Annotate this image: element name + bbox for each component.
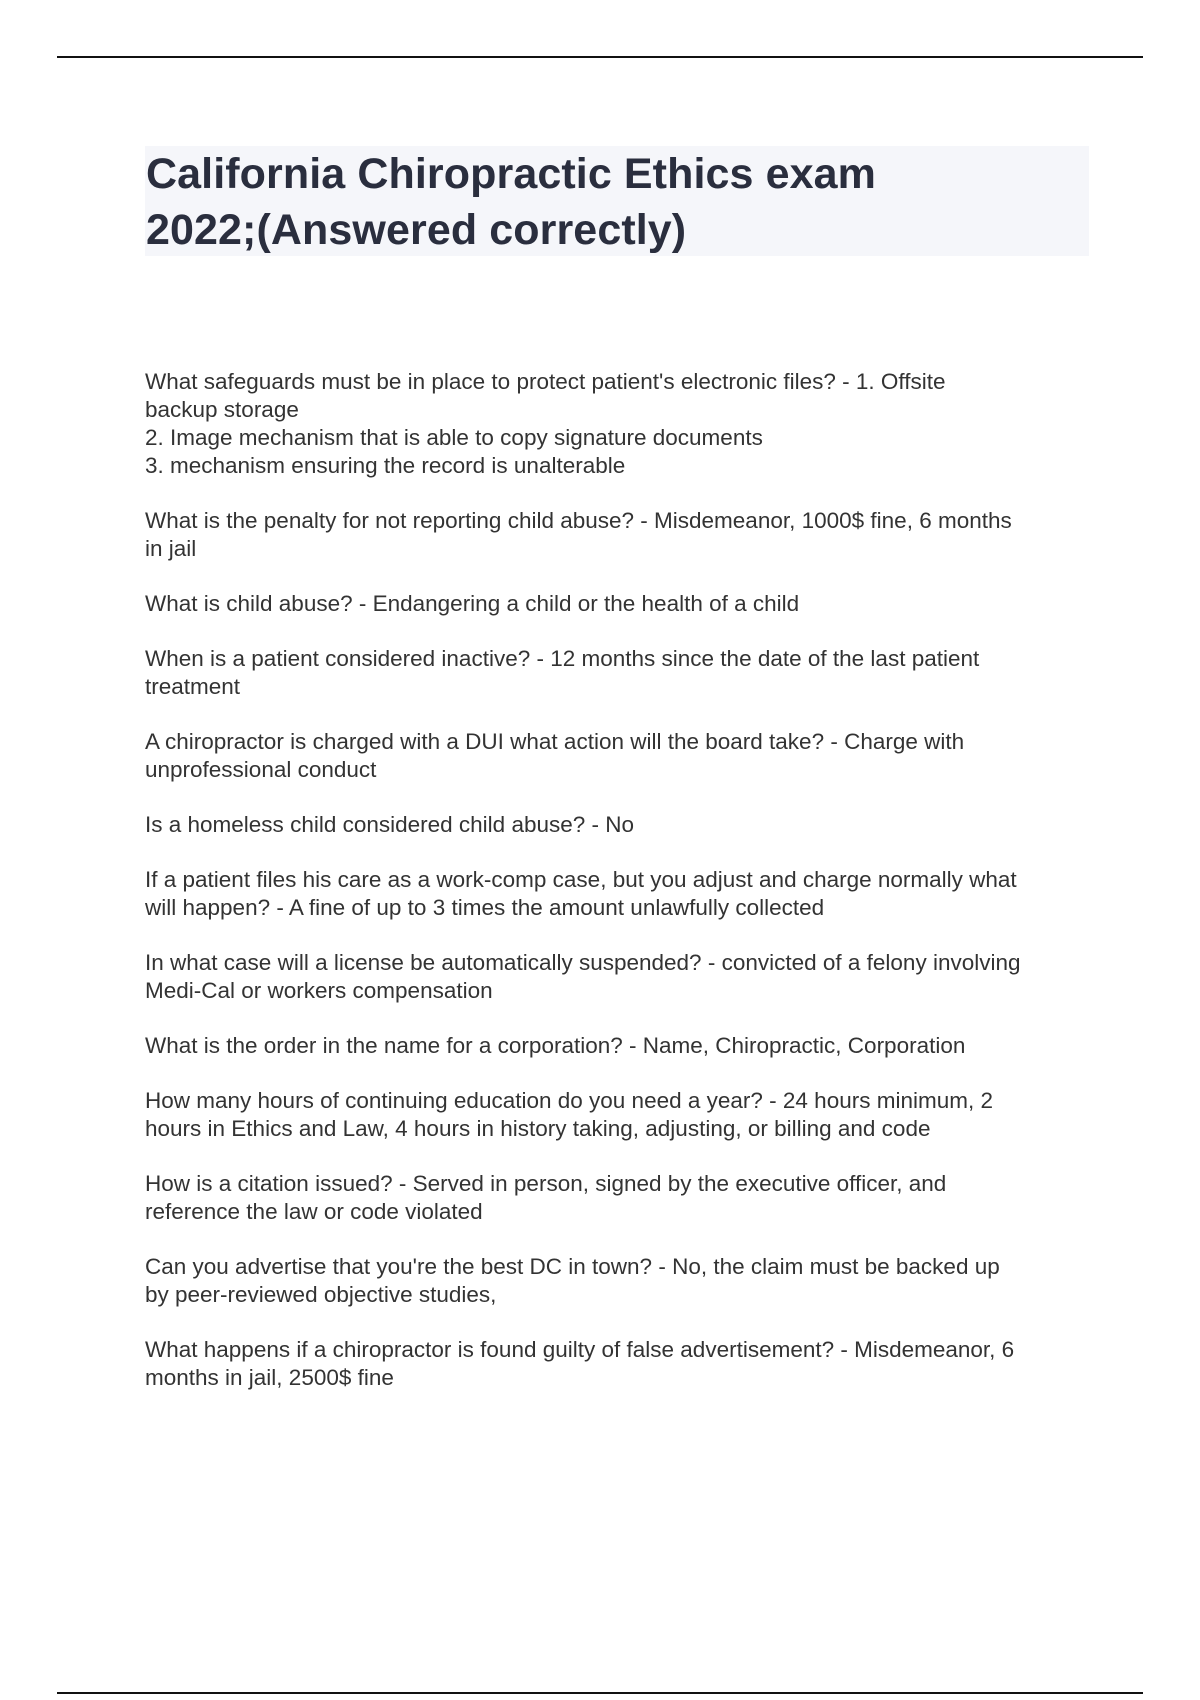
qa-item (145, 949, 1089, 1005)
qa-line: Can you advertise that you're the best DC in town? - No, the claim must be backed up (145, 1254, 1000, 1279)
qa-line: reference the law or code violated (145, 1199, 483, 1224)
qa-item (145, 368, 1089, 480)
qa-item (145, 590, 1089, 618)
qa-line: What happens if a chiropractor is found guilty of false advertisement? - Misdemeanor, 6 (145, 1337, 1015, 1362)
qa-line: 2. Image mechanism that is able to copy signature documents (145, 425, 763, 450)
qa-line: What is the penalty for not reporting child abuse? - Misdemeanor, 1000$ fine, 6 months (145, 508, 1012, 533)
title-line: 2022;(Answered correctly) (146, 206, 687, 254)
title-line: California Chiropractic Ethics exam (146, 150, 876, 198)
qa-line: treatment (145, 674, 241, 699)
qa-line: How is a citation issued? - Served in person, signed by the executive officer, and (145, 1171, 947, 1196)
qa-list (145, 368, 1089, 1419)
qa-line: hours in Ethics and Law, 4 hours in history taking, adjusting, or billing and code (145, 1116, 931, 1141)
qa-line: When is a patient considered inactive? - 12 months since the date of the last patient (145, 646, 980, 671)
title-block (145, 146, 1089, 256)
qa-item (145, 1087, 1089, 1143)
qa-line: How many hours of continuing education do you need a year? - 24 hours minimum, 2 (145, 1088, 993, 1113)
qa-line: What safeguards must be in place to protect patient's electronic files? - 1. Offsite (145, 369, 946, 394)
bottom-rule (57, 1692, 1143, 1694)
qa-line: A chiropractor is charged with a DUI what action will the board take? - Charge with (145, 729, 965, 754)
qa-item (145, 1336, 1089, 1392)
qa-line: 3. mechanism ensuring the record is unalterable (145, 453, 626, 478)
qa-line: unprofessional conduct (145, 757, 377, 782)
qa-line: months in jail, 2500$ fine (145, 1365, 394, 1390)
qa-line: Is a homeless child considered child abuse? - No (145, 812, 635, 837)
qa-line: Medi-Cal or workers compensation (145, 978, 493, 1003)
qa-line: In what case will a license be automatically suspended? - convicted of a felony involving (145, 950, 1021, 975)
qa-item (145, 1253, 1089, 1309)
qa-item (145, 1170, 1089, 1226)
qa-line: If a patient files his care as a work-comp case, but you adjust and charge normally what (145, 867, 1017, 892)
document-title (145, 146, 1089, 258)
qa-item (145, 866, 1089, 922)
qa-item (145, 1032, 1089, 1060)
qa-line: in jail (145, 536, 197, 561)
top-rule (57, 56, 1143, 58)
qa-line: will happen? - A fine of up to 3 times the amount unlawfully collected (145, 895, 825, 920)
qa-item (145, 507, 1089, 563)
qa-line: What is child abuse? - Endangering a child or the health of a child (145, 591, 800, 616)
qa-line: What is the order in the name for a corporation? - Name, Chiropractic, Corporation (145, 1033, 966, 1058)
qa-item (145, 645, 1089, 701)
qa-line: backup storage (145, 397, 299, 422)
qa-item (145, 728, 1089, 784)
qa-item (145, 811, 1089, 839)
qa-line: by peer-reviewed objective studies, (145, 1282, 497, 1307)
